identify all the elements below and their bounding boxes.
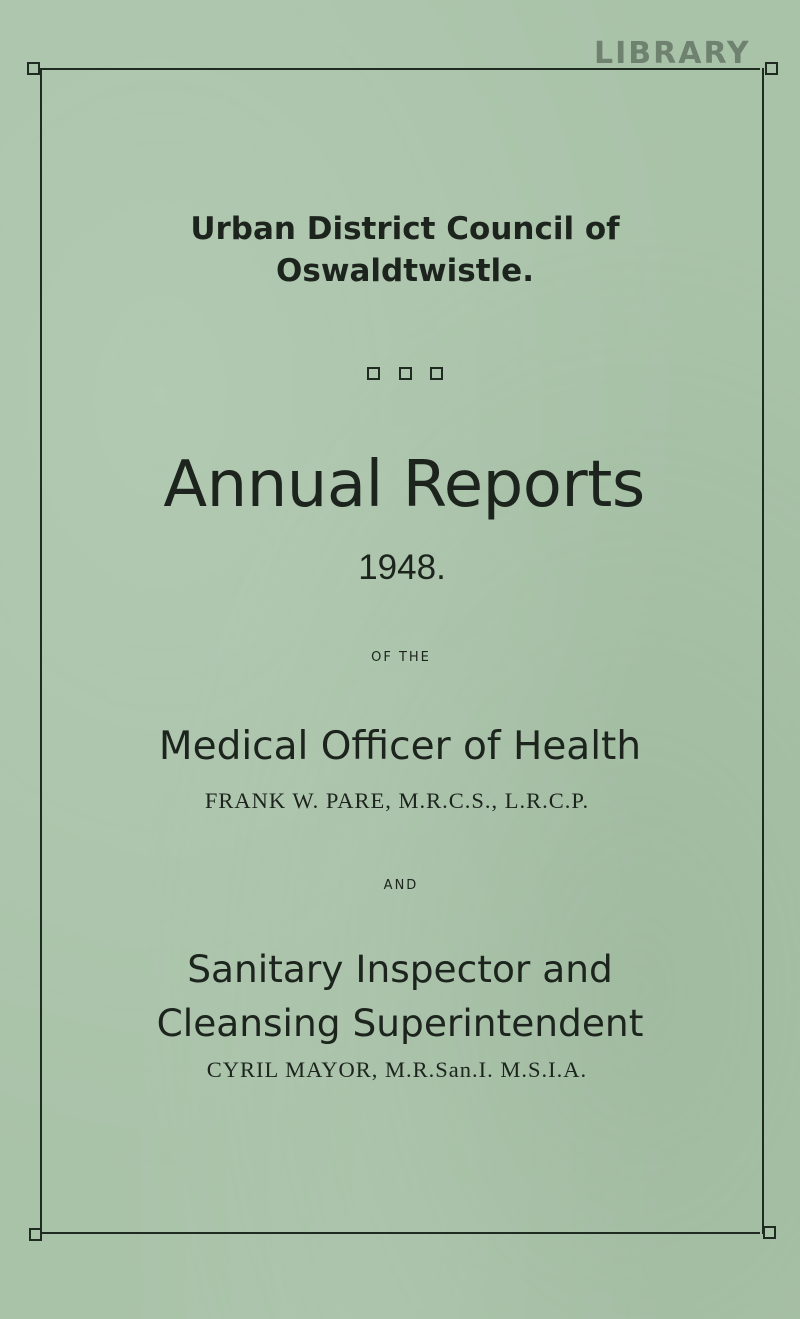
- medical-officer-name: FRANK W. PARE, M.R.C.S., L.R.C.P.: [204, 788, 590, 813]
- corner-square-icon: [29, 1228, 42, 1241]
- corner-square-icon: [763, 1226, 776, 1239]
- border-bottom: [40, 1232, 760, 1234]
- library-stamp: LIBRARY: [594, 36, 751, 71]
- sanitary-inspector-line-1: Sanitary Inspector and: [187, 947, 613, 991]
- square-ornament-icon: [430, 367, 443, 380]
- sanitary-inspector-title: [0, 942, 800, 1050]
- council-line-2: Oswaldtwistle.: [276, 253, 534, 289]
- sanitary-inspector-name: CYRIL MAYOR, M.R.San.I. M.S.I.A.: [206, 1057, 588, 1082]
- sanitary-inspector-line-2: Cleansing Superintendent: [156, 1001, 644, 1045]
- and-label: AND: [383, 878, 419, 893]
- square-ornament-icon: [399, 367, 412, 380]
- corner-square-icon: [27, 62, 40, 75]
- council-heading: [5, 208, 800, 292]
- council-line-1: Urban District Council of: [190, 211, 620, 247]
- ornament-row: [367, 367, 443, 381]
- corner-square-icon: [765, 62, 778, 75]
- of-the-label: OF THE: [371, 650, 431, 665]
- square-ornament-icon: [367, 367, 380, 380]
- medical-officer-title: Medical Officer of Health: [158, 724, 642, 769]
- document-title: Annual Reports: [163, 448, 645, 522]
- report-year: 1948.: [358, 548, 446, 587]
